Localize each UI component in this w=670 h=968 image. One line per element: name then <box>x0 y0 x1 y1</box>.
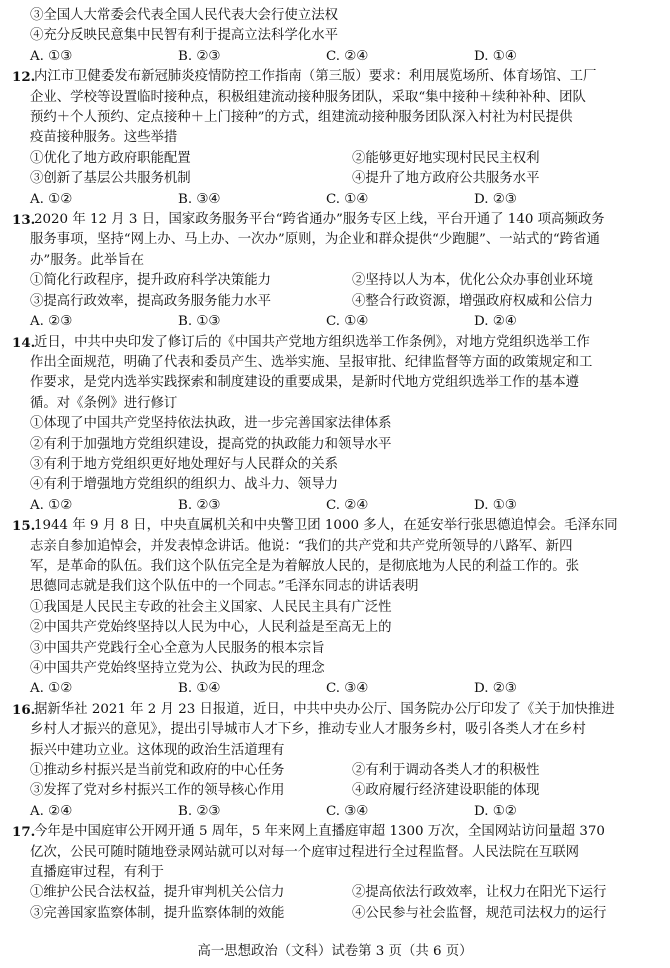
answer-choices <box>12 47 658 67</box>
question-stem-line: 志亲自参加追悼会，并发表悼念讲话。他说：“我们的共产党和共产党所领导的八路军、新四 <box>30 538 573 554</box>
choice-c: C. ③④ <box>326 681 369 697</box>
question-15 <box>12 516 658 700</box>
question-stem-line: 企业、学校等设置临时接种点，积极组建流动接种服务团队，采取“集中接种＋续种补种、团队 <box>30 89 586 105</box>
option-3: ③发挥了党对乡村振兴工作的领导核心作用 <box>30 783 285 799</box>
question-number: 13. <box>12 212 36 229</box>
option-3: ③提高行政效率，提高政务服务能力水平 <box>30 293 272 309</box>
choice-a: A. ①③ <box>30 48 73 64</box>
option-row <box>12 761 658 781</box>
choice-b: B. ①④ <box>178 681 221 697</box>
option-3: ③有利于地方党组织更好地处理好与人民群众的关系 <box>30 456 338 472</box>
question-stem-line: 2020 年 12 月 3 日，国家政务服务平台“跨省通办”服务专区上线，平台开通了 140 项高频政务 <box>34 212 605 228</box>
option-1: ①推动乡村振兴是当前党和政府的中心任务 <box>30 763 285 779</box>
question-number: 16. <box>12 701 36 718</box>
question-stem-line: 疫苗接种服务。这些举措 <box>30 130 178 146</box>
question-stem-line: 1944 年 9 月 8 日，中央直属机关和中央警卫团 1000 多人，在延安举行张思德追悼会。毛泽东同 <box>34 518 618 534</box>
question-stem-line: 乡村人才振兴的意见》，提出引导城市人才下乡，推动专业人才服务乡村，吸引各类人才在乡村 <box>30 722 586 738</box>
question-number: 15. <box>12 518 36 535</box>
question-stem-line: 据新华社 2021 年 2 月 23 日报道，近日，中共中央办公厅、国务院办公厅印发了《关于加快推进 <box>34 701 615 717</box>
option-row <box>12 169 658 189</box>
question-stem-line: 振兴中建功立业。这体现的政治生活道理有 <box>30 742 285 758</box>
choice-d: D. ①② <box>474 803 517 819</box>
question-stem-line: 内江市卫健委发布新冠肺炎疫情防控工作指南（第三版）要求：利用展览场所、体育场馆、工厂 <box>34 69 597 85</box>
choice-d: D. ①④ <box>474 48 517 64</box>
choice-d: D. ②③ <box>474 191 517 207</box>
previous-question-tail <box>12 6 658 67</box>
answer-choices <box>12 496 658 516</box>
question-stem-line: 军，是革命的队伍。我们这个队伍完全是为着解放人民的，是彻底地为人民的利益工作的。张 <box>30 558 580 574</box>
option-2: ②坚持以人为本，优化公众办事创业环境 <box>352 273 594 289</box>
option-row <box>12 271 658 291</box>
question-14 <box>12 333 658 517</box>
option-row <box>12 904 658 924</box>
option-4: ④中国共产党始终坚持立党为公、执政为民的理念 <box>30 661 325 676</box>
option-1: ①体现了中国共产党坚持依法执政，进一步完善国家法律体系 <box>30 416 392 432</box>
question-stem-line: 预约＋个人预约、定点接种＋上门接种”的方式，组建流动接种服务团队深入村社为村民提供 <box>30 110 573 126</box>
option-2: ②有利于加强地方党组织建设，提高党的执政能力和领导水平 <box>30 436 392 452</box>
question-stem-line: 办”服务。此举旨在 <box>30 252 144 268</box>
option-3: ③中国共产党践行全心全意为人民服务的根本宗旨 <box>30 640 325 656</box>
option-1: ①我国是人民民主专政的社会主义国家、人民民主具有广泛性 <box>30 599 392 615</box>
choice-b: B. ③④ <box>178 191 221 207</box>
choice-c: C. ②④ <box>326 497 369 513</box>
choice-a: A. ①② <box>30 497 73 513</box>
choice-a: A. ②③ <box>30 314 73 330</box>
option-row <box>12 883 658 903</box>
question-stem-line: 作要求，是党内选举实践探索和制度建设的重要成果，是新时代地方党组织选举工作的基本遵 <box>30 375 580 391</box>
option-3: ③创新了基层公共服务机制 <box>30 171 191 187</box>
option-2: ②有利于调动各类人才的积极性 <box>352 763 540 779</box>
choice-a: A. ①② <box>30 191 73 207</box>
question-stem-line: 思德同志就是我们这个队伍中的一个同志。”毛泽东同志的讲话表明 <box>30 579 419 595</box>
option-1: ①维护公民合法权益，提升审判机关公信力 <box>30 885 285 901</box>
option-4: ④提升了地方政府公共服务水平 <box>352 171 540 187</box>
option-4: ④公民参与社会监督，规范司法权力的运行 <box>352 905 607 921</box>
choice-c: C. ①④ <box>326 314 369 330</box>
option-1: ①优化了地方政府职能配置 <box>30 150 191 166</box>
option-row <box>12 149 658 169</box>
question-stem-line: 直播庭审过程，有利于 <box>30 865 164 881</box>
question-number: 14. <box>12 334 36 351</box>
option-2: ②能够更好地实现村民民主权利 <box>352 150 540 166</box>
question-stem-line: 近日，中共中央印发了修订后的《中国共产党地方组织选举工作条例》，对地方党组织选举工作 <box>34 334 590 350</box>
choice-b: B. ②③ <box>178 48 221 64</box>
question-12 <box>12 67 658 210</box>
option-4: ④充分反映民意集中民智有利于提高立法科学化水平 <box>30 28 338 44</box>
option-2: ②提高依法行政效率，让权力在阳光下运行 <box>352 885 607 901</box>
question-stem-line: 循。对《条例》进行修订 <box>30 395 178 411</box>
option-3: ③完善国家监察体制，提升监察体制的效能 <box>30 905 285 921</box>
choice-a: A. ②④ <box>30 803 73 819</box>
choice-b: B. ①③ <box>178 314 221 330</box>
option-4: ④有利于增强地方党组织的组织力、战斗力、领导力 <box>30 477 338 493</box>
answer-choices <box>12 802 658 822</box>
option-row <box>12 292 658 312</box>
choice-d: D. ②④ <box>474 314 517 330</box>
option-4: ④整合行政资源，增强政府权威和公信力 <box>352 293 594 309</box>
option-3: ③全国人大常委会代表全国人民代表大会行使立法权 <box>30 8 338 23</box>
question-stem-line: 服务事项，坚持“网上办、马上办、一次办”原则，为企业和群众提供“少跑腿”、一站式的“跨省通 <box>30 232 600 248</box>
choice-d: D. ②③ <box>474 681 517 697</box>
answer-choices <box>12 312 658 332</box>
question-number: 12. <box>12 69 36 86</box>
question-17 <box>12 822 658 924</box>
question-13 <box>12 210 658 332</box>
question-stem-line: 亿次，公民可随时随地登录网站就可以对每一个庭审过程进行全过程监督。人民法院在互联网 <box>30 844 580 860</box>
choice-c: C. ③④ <box>326 803 369 819</box>
choice-c: C. ①④ <box>326 191 369 207</box>
question-number: 17. <box>12 824 36 841</box>
option-1: ①简化行政程序，提升政府科学决策能力 <box>30 273 272 289</box>
choice-c: C. ②④ <box>326 48 369 64</box>
choice-b: B. ②③ <box>178 497 221 513</box>
option-2: ②中国共产党始终坚持以人民为中心，人民利益是至高无上的 <box>30 620 392 636</box>
answer-choices <box>12 190 658 210</box>
answer-choices <box>12 679 658 699</box>
choice-a: A. ①② <box>30 681 73 697</box>
choice-d: D. ①③ <box>474 497 517 513</box>
choice-b: B. ②③ <box>178 803 221 819</box>
question-stem-line: 今年是中国庭审公开网开通 5 周年，5 年来网上直播庭审超 1300 万次，全国网站访问量超 370 <box>34 824 605 840</box>
option-row <box>12 781 658 801</box>
question-16 <box>12 700 658 822</box>
page-footer: 高一思想政治（文科）试卷第 3 页（共 6 页） <box>197 943 473 959</box>
question-stem-line: 作出全面规范，明确了代表和委员产生、选举实施、呈报审批、纪律监督等方面的政策规定和工 <box>30 354 593 370</box>
option-4: ④政府履行经济建设职能的体现 <box>352 783 540 799</box>
